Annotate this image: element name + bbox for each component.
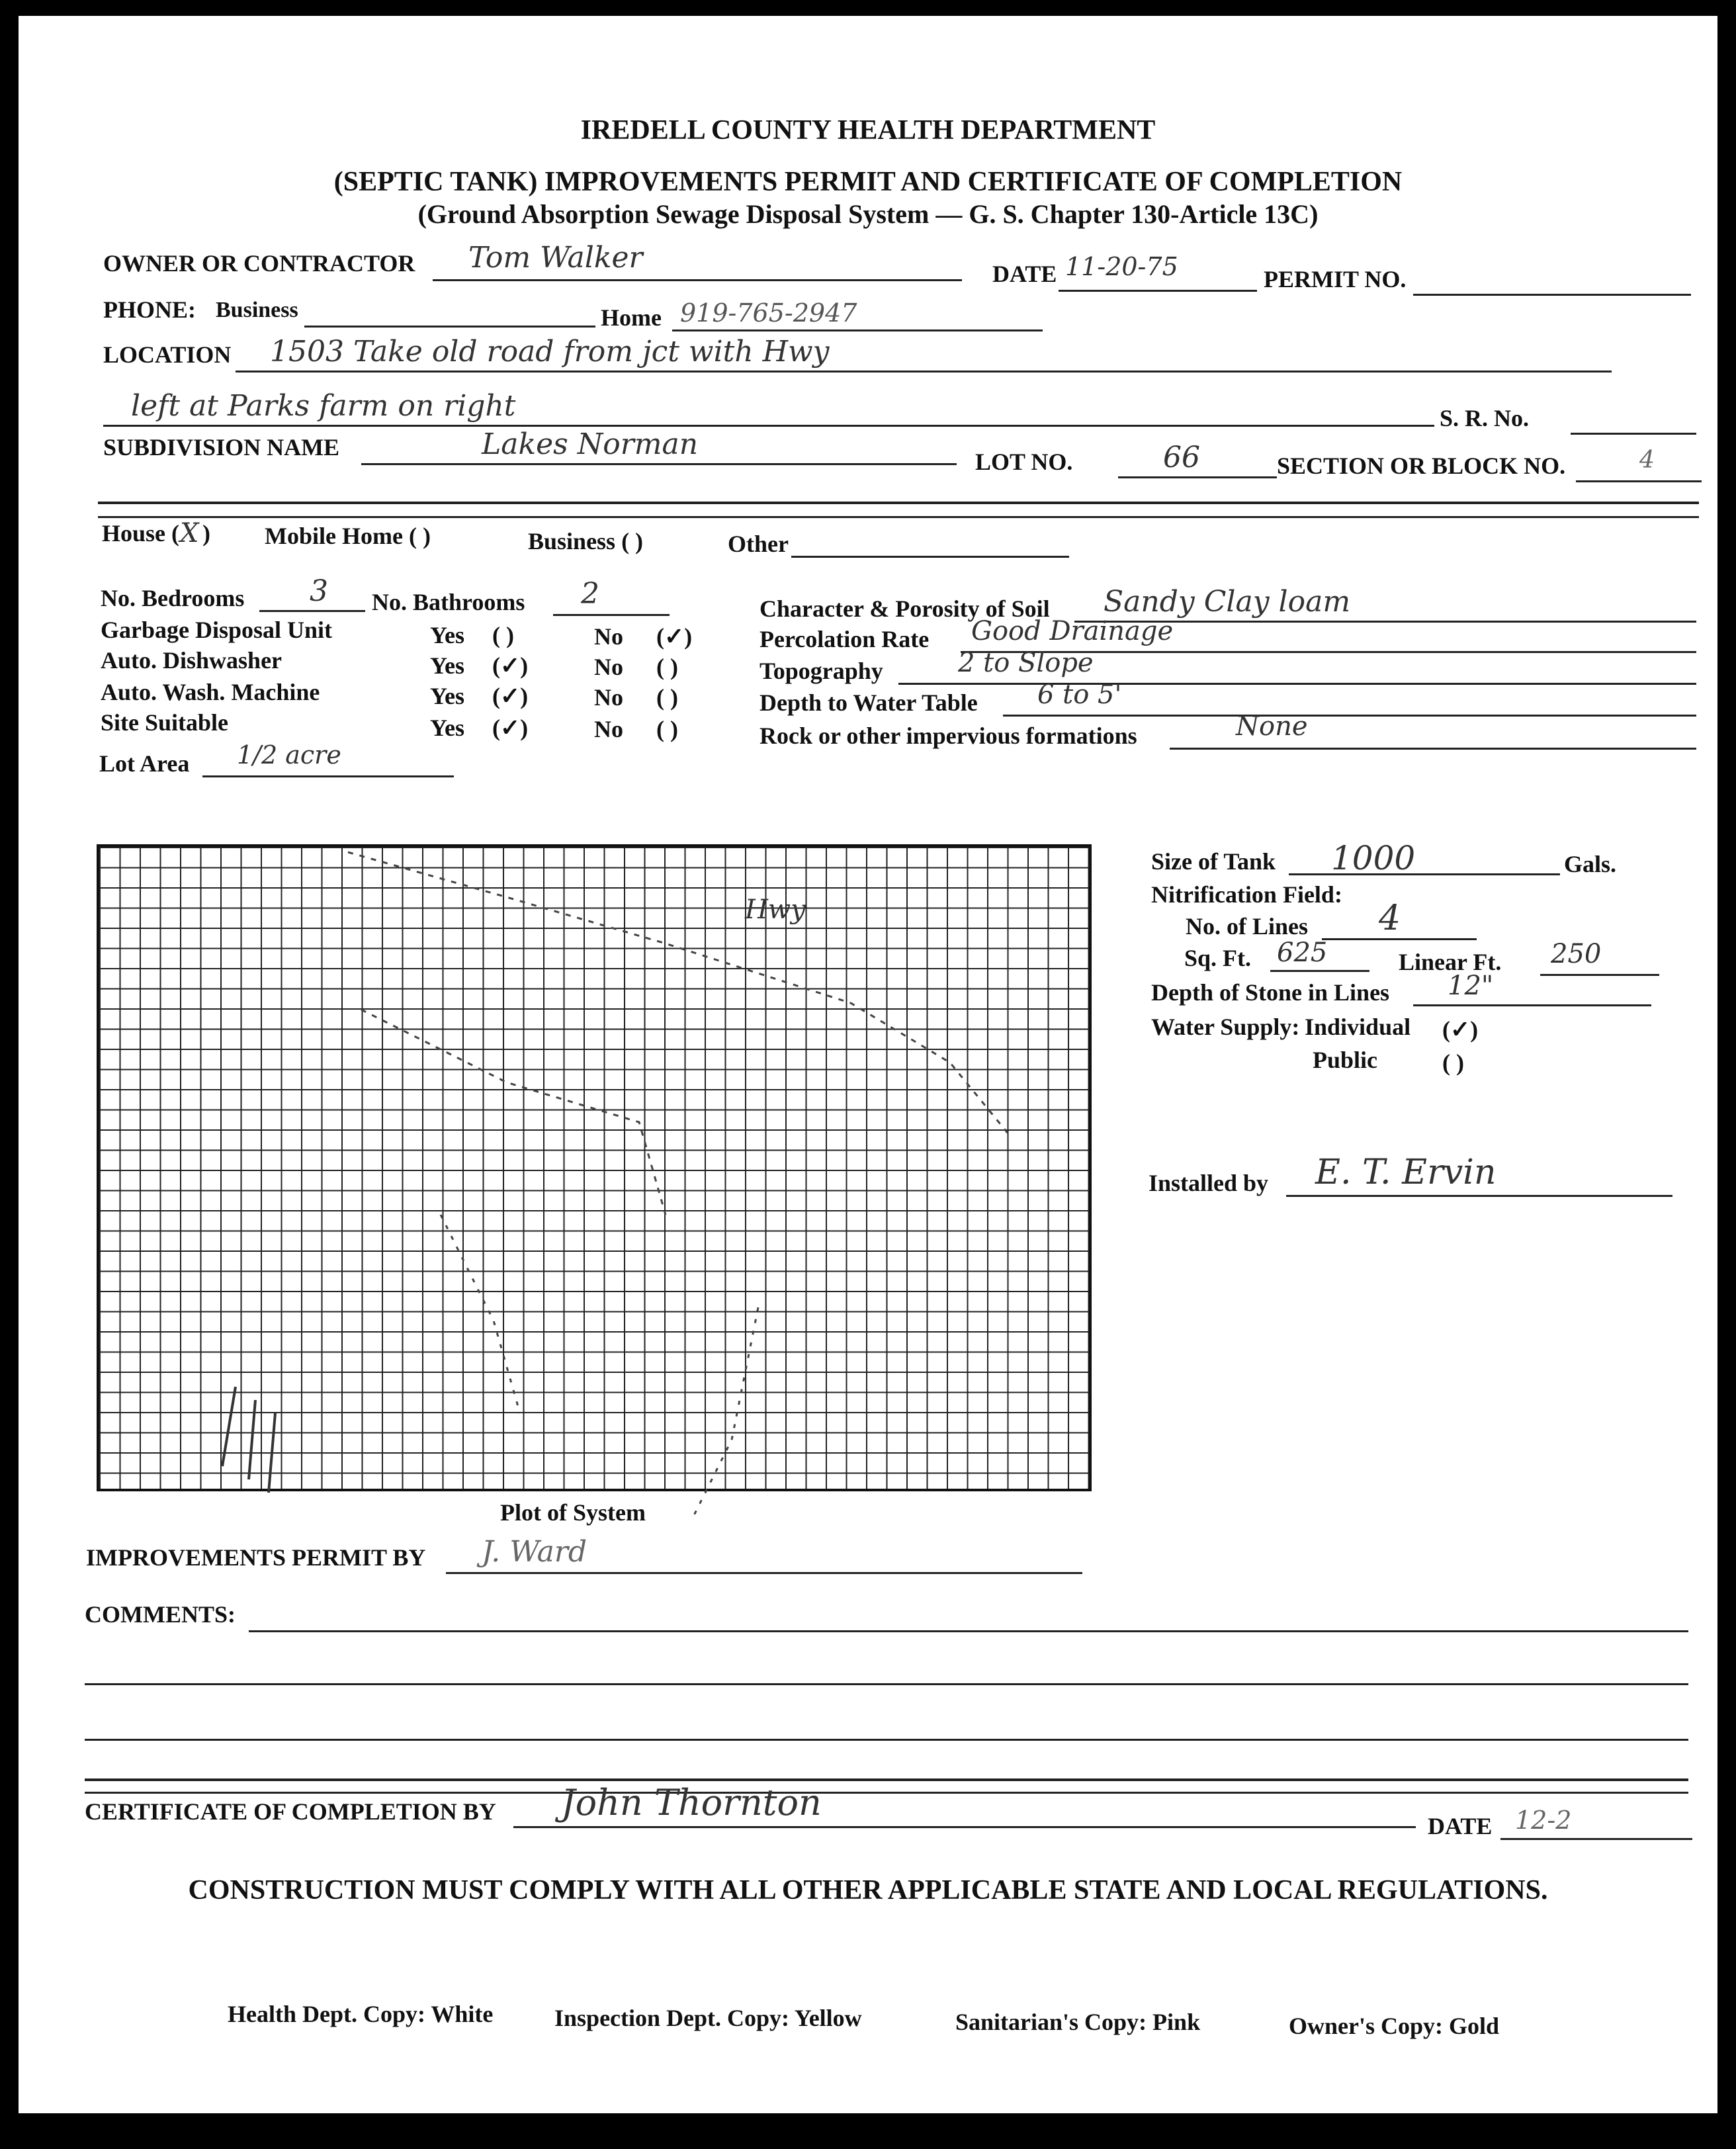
installed-by-value: E. T. Ervin [1315, 1153, 1497, 1192]
bathrooms-label: No. Bathrooms [372, 589, 525, 615]
location-value-line2: left at Parks farm on right [131, 389, 516, 423]
comments-line-1[interactable] [249, 1630, 1688, 1632]
business-phone-field[interactable] [304, 326, 595, 328]
soil-label: Percolation Rate [760, 626, 930, 652]
house-mark[interactable]: X [180, 518, 199, 548]
permit-label: PERMIT NO. [1264, 266, 1407, 292]
soil-label: Character & Porosity of Soil [760, 595, 1050, 622]
subdivision-field[interactable] [361, 463, 957, 465]
house-label: House ( [102, 520, 179, 547]
topo-field[interactable] [898, 683, 1696, 685]
water-individual-box[interactable]: (✓) [1442, 1016, 1479, 1043]
feature-no-label: No [594, 623, 623, 650]
date-label: DATE [992, 261, 1057, 287]
site-yes-box[interactable]: (✓) [492, 715, 529, 741]
comments-line-3[interactable] [85, 1739, 1688, 1741]
sr-no-field[interactable] [1571, 433, 1696, 435]
lot-no-field[interactable] [1118, 476, 1277, 478]
water-public-box[interactable]: ( ) [1442, 1049, 1464, 1076]
house-close: ) [202, 520, 210, 547]
feature-yes-label: Yes [430, 683, 464, 709]
washer-no-box[interactable]: ( ) [656, 684, 678, 711]
permit-form [19, 16, 1717, 2113]
lot-area-field[interactable] [202, 775, 454, 777]
home-phone-value: 919-765-2947 [680, 298, 857, 328]
tank-size-field[interactable] [1289, 873, 1560, 875]
lines-field[interactable] [1322, 938, 1477, 940]
bedrooms-label: No. Bedrooms [101, 585, 245, 611]
garbage-yes-box[interactable]: ( ) [492, 622, 514, 648]
date-field[interactable] [1059, 290, 1257, 292]
sqft-value: 625 [1277, 938, 1328, 968]
feature-yes-label: Yes [430, 622, 464, 648]
certificate-label: CERTIFICATE OF COMPLETION BY [85, 1798, 496, 1825]
copy-yellow: Inspection Dept. Copy: Yellow [554, 2005, 862, 2031]
section-label: SECTION OR BLOCK NO. [1277, 453, 1566, 479]
improvements-value: J. Ward [482, 1535, 587, 1569]
other-label: Other [728, 531, 789, 557]
bedrooms-field[interactable] [259, 610, 365, 612]
soil-label: Topography [760, 658, 883, 684]
owner-value: Tom Walker [468, 241, 643, 275]
tank-unit: Gals. [1564, 851, 1617, 877]
copy-pink: Sanitarian's Copy: Pink [955, 2009, 1201, 2035]
rock-field[interactable] [1170, 748, 1696, 750]
compliance-notice: CONSTRUCTION MUST COMPLY WITH ALL OTHER APPLICABLE STATE AND LOCAL REGULATIONS. [188, 1875, 1548, 1906]
divider-bottom [85, 1778, 1688, 1781]
linear-value: 250 [1551, 939, 1602, 969]
feature-no-label: No [594, 716, 623, 742]
feature-yes-label: Yes [430, 652, 464, 679]
location-field-line1[interactable] [236, 371, 1612, 373]
feature-label: Site Suitable [101, 709, 229, 736]
location-field-line2[interactable] [103, 425, 1434, 427]
bathrooms-field[interactable] [553, 614, 670, 616]
section-field[interactable] [1576, 480, 1702, 482]
location-label: LOCATION [103, 341, 232, 368]
plot-sketch [97, 844, 1086, 1546]
location-value-line1: 1503 Take old road from jct with Hwy [270, 335, 830, 369]
mobile-home-label[interactable]: Mobile Home ( ) [265, 523, 431, 549]
business-label[interactable]: Business ( ) [528, 528, 644, 554]
feature-label: Auto. Dishwasher [101, 647, 282, 674]
soil-label: Rock or other impervious formations [760, 723, 1137, 749]
lot-no-value: 66 [1163, 441, 1200, 474]
plot-caption: Plot of System [500, 1499, 646, 1526]
linear-field[interactable] [1540, 974, 1659, 976]
water-individual-label: Individual [1305, 1014, 1411, 1040]
form-subtitle: (Ground Absorption Sewage Disposal System — G. S. Chapter 130-Article 13C) [417, 199, 1319, 229]
dishwasher-yes-box[interactable]: (✓) [492, 652, 529, 679]
form-title: (SEPTIC TANK) IMPROVEMENTS PERMIT AND CERTIFICATE OF COMPLETION [333, 167, 1403, 197]
divider-top [98, 502, 1699, 504]
feature-no-label: No [594, 684, 623, 711]
rock-value: None [1236, 711, 1308, 742]
certificate-date-value: 12-2 [1515, 1806, 1572, 1835]
phone-label: PHONE: [103, 296, 196, 323]
dishwasher-no-box[interactable]: ( ) [656, 654, 678, 680]
tank-size-label: Size of Tank [1151, 848, 1276, 875]
feature-yes-label: Yes [430, 715, 464, 741]
tank-size-value: 1000 [1331, 839, 1416, 877]
other-field[interactable] [791, 556, 1069, 558]
business-phone-label: Business [216, 298, 298, 322]
installed-by-field[interactable] [1286, 1195, 1672, 1197]
lot-area-value: 1/2 acre [237, 740, 341, 769]
owner-field[interactable] [433, 279, 962, 281]
section-value: 4 [1639, 447, 1655, 474]
subdivision-value: Lakes Norman [482, 427, 699, 461]
certificate-signature: John Thornton [561, 1782, 822, 1823]
bedrooms-value: 3 [310, 574, 328, 608]
soil-label: Depth to Water Table [760, 689, 978, 716]
copy-gold: Owner's Copy: Gold [1289, 2013, 1500, 2039]
plot-sketch-text: Hwy [745, 895, 806, 925]
feature-label: Auto. Wash. Machine [101, 679, 320, 705]
water-table-field[interactable] [1003, 715, 1696, 717]
garbage-no-box[interactable]: (✓) [656, 623, 693, 650]
home-phone-field[interactable] [672, 329, 1043, 331]
stone-depth-value: 12" [1448, 971, 1494, 1001]
stone-depth-label: Depth of Stone in Lines [1151, 979, 1390, 1006]
comments-label: COMMENTS: [85, 1601, 236, 1628]
feature-no-label: No [594, 654, 623, 680]
perc-value: Good Drainage [971, 616, 1174, 646]
improvements-label: IMPROVEMENTS PERMIT BY [86, 1544, 426, 1571]
lot-no-label: LOT NO. [975, 449, 1073, 475]
date-value: 11-20-75 [1065, 252, 1178, 281]
linear-label: Linear Ft. [1399, 949, 1502, 975]
certificate-date-label: DATE [1428, 1813, 1493, 1839]
sqft-label: Sq. Ft. [1184, 945, 1252, 971]
lot-area-label: Lot Area [99, 750, 190, 777]
lines-label: No. of Lines [1186, 913, 1309, 940]
bathrooms-value: 2 [581, 577, 599, 611]
certificate-date-field[interactable] [1500, 1838, 1692, 1840]
department-heading: IREDELL COUNTY HEALTH DEPARTMENT [580, 115, 1156, 146]
lines-value: 4 [1379, 899, 1401, 938]
water-table-value: 6 to 5' [1037, 680, 1122, 710]
water-public-label: Public [1313, 1047, 1378, 1073]
copy-white: Health Dept. Copy: White [228, 2001, 494, 2027]
home-phone-label: Home [601, 304, 662, 331]
subdivision-label: SUBDIVISION NAME [103, 434, 340, 460]
divider-bottom-2 [85, 1792, 1688, 1794]
nitrification-label: Nitrification Field: [1151, 881, 1342, 908]
installed-by-label: Installed by [1149, 1170, 1269, 1196]
sqft-field[interactable] [1270, 970, 1369, 972]
feature-label: Garbage Disposal Unit [101, 617, 333, 643]
stone-depth-field[interactable] [1413, 1004, 1651, 1006]
site-no-box[interactable]: ( ) [656, 716, 678, 742]
sr-no-label: S. R. No. [1440, 405, 1530, 431]
washer-yes-box[interactable]: (✓) [492, 683, 529, 709]
comments-line-2[interactable] [85, 1683, 1688, 1685]
water-supply-label: Water Supply: [1151, 1014, 1300, 1040]
owner-label: OWNER OR CONTRACTOR [103, 250, 415, 277]
certificate-field[interactable] [513, 1826, 1416, 1828]
topo-value: 2 to Slope [958, 648, 1094, 678]
soil-value: Sandy Clay loam [1104, 585, 1351, 619]
divider-top-2 [98, 516, 1699, 518]
permit-field[interactable] [1413, 294, 1691, 296]
improvements-field[interactable] [446, 1572, 1082, 1574]
